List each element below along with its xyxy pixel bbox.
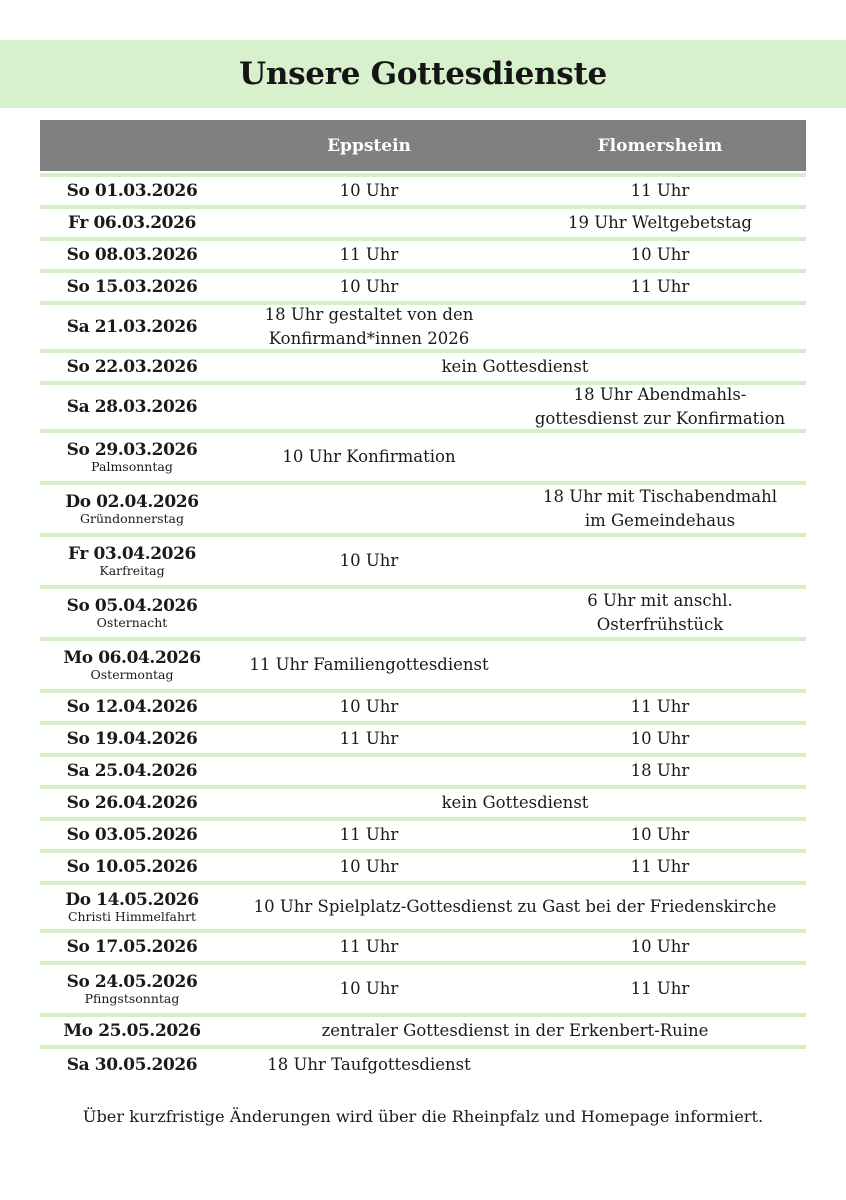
table-row bbox=[40, 433, 806, 485]
table-row bbox=[40, 885, 806, 933]
date-text: So 05.04.2026 bbox=[66, 596, 198, 616]
table-row bbox=[40, 537, 806, 589]
date-text: Sa 25.04.2026 bbox=[66, 761, 198, 781]
eppstein-cell: 11 Uhr bbox=[339, 937, 399, 956]
date-text: So 12.04.2026 bbox=[66, 697, 198, 717]
eppstein-cell: 10 Uhr bbox=[339, 551, 399, 570]
page-title: Unsere Gottesdienste bbox=[239, 56, 607, 92]
date-text: Fr 06.03.2026 bbox=[68, 213, 196, 233]
date-cell bbox=[40, 697, 224, 717]
table-row bbox=[40, 173, 806, 209]
table-row bbox=[40, 725, 806, 757]
date-note: Pfingstsonntag bbox=[84, 991, 180, 1006]
date-cell bbox=[40, 793, 224, 813]
date-cell bbox=[40, 729, 224, 749]
date-text: So 15.03.2026 bbox=[66, 277, 198, 297]
date-cell bbox=[40, 245, 224, 265]
table-row bbox=[40, 693, 806, 725]
date-text: So 10.05.2026 bbox=[66, 857, 198, 877]
table-row bbox=[40, 273, 806, 305]
table-row bbox=[40, 853, 806, 885]
date-text: Sa 30.05.2026 bbox=[66, 1055, 198, 1075]
date-cell bbox=[40, 357, 224, 377]
eppstein-cell: 10 Uhr bbox=[339, 277, 399, 296]
date-text: Fr 03.04.2026 bbox=[68, 544, 196, 564]
date-note: Palmsonntag bbox=[91, 459, 173, 474]
flomersheim-cell: 10 Uhr bbox=[630, 937, 690, 956]
date-cell bbox=[40, 544, 224, 578]
date-cell bbox=[40, 937, 224, 957]
date-text: Sa 28.03.2026 bbox=[66, 397, 198, 417]
date-note: Christi Himmelfahrt bbox=[67, 909, 197, 924]
flomersheim-cell: 19 Uhr Weltgebetstag bbox=[568, 213, 752, 232]
span-cell: 10 Uhr Spielplatz-Gottesdienst zu Gast bei der Friedenskirche bbox=[253, 897, 777, 916]
date-text: Mo 06.04.2026 bbox=[63, 648, 201, 668]
eppstein-cell: 10 Uhr bbox=[339, 697, 399, 716]
table-row bbox=[40, 385, 806, 433]
table-row bbox=[40, 933, 806, 965]
flomersheim-cell: 10 Uhr bbox=[630, 245, 690, 264]
date-cell bbox=[40, 648, 224, 682]
flomersheim-cell: 11 Uhr bbox=[630, 697, 690, 716]
flomersheim-cell: 10 Uhr bbox=[630, 729, 690, 748]
table-header bbox=[40, 120, 806, 171]
date-cell bbox=[40, 972, 224, 1006]
date-text: So 19.04.2026 bbox=[66, 729, 198, 749]
date-text: Do 02.04.2026 bbox=[65, 492, 199, 512]
eppstein-cell: 18 Uhr gestaltet von den Konfirmand*innen 2026 bbox=[264, 305, 474, 348]
eppstein-cell: 10 Uhr Konfirmation bbox=[282, 447, 456, 466]
date-text: Mo 25.05.2026 bbox=[63, 1021, 201, 1041]
flomersheim-cell: 18 Uhr Abendmahls- gottesdienst zur Konfirmation bbox=[534, 385, 786, 428]
date-cell bbox=[40, 440, 224, 474]
eppstein-cell: 10 Uhr bbox=[339, 857, 399, 876]
table-row bbox=[40, 789, 806, 821]
date-cell bbox=[40, 317, 224, 337]
table-row bbox=[40, 209, 806, 241]
date-cell bbox=[40, 181, 224, 201]
header-flomersheim: Flomersheim bbox=[597, 135, 723, 156]
table-row bbox=[40, 1017, 806, 1049]
span-cell: kein Gottesdienst bbox=[441, 357, 589, 376]
table-body bbox=[40, 173, 806, 1081]
footnote: Über kurzfristige Änderungen wird über die Rheinpfalz und Homepage informiert. bbox=[82, 1107, 764, 1126]
flomersheim-cell: 11 Uhr bbox=[630, 979, 690, 998]
date-text: So 01.03.2026 bbox=[66, 181, 198, 201]
date-cell bbox=[40, 761, 224, 781]
date-cell bbox=[40, 213, 224, 233]
flomersheim-cell: 11 Uhr bbox=[630, 181, 690, 200]
table-row bbox=[40, 305, 806, 353]
date-cell bbox=[40, 596, 224, 630]
date-text: So 24.05.2026 bbox=[66, 972, 198, 992]
date-text: Sa 21.03.2026 bbox=[66, 317, 198, 337]
date-cell bbox=[40, 397, 224, 417]
date-note: Karfreitag bbox=[99, 563, 165, 578]
date-cell bbox=[40, 857, 224, 877]
eppstein-cell: 10 Uhr bbox=[339, 979, 399, 998]
flomersheim-cell: 11 Uhr bbox=[630, 857, 690, 876]
date-note: Gründonnerstag bbox=[80, 511, 184, 526]
table-row bbox=[40, 965, 806, 1017]
eppstein-cell: 11 Uhr bbox=[339, 825, 399, 844]
date-cell bbox=[40, 890, 224, 924]
eppstein-cell: 11 Uhr bbox=[339, 729, 399, 748]
eppstein-cell: 10 Uhr bbox=[339, 181, 399, 200]
flomersheim-cell: 11 Uhr bbox=[630, 277, 690, 296]
flomersheim-cell: 18 Uhr bbox=[630, 761, 690, 780]
table-row bbox=[40, 821, 806, 853]
date-cell bbox=[40, 1055, 224, 1075]
date-text: So 17.05.2026 bbox=[66, 937, 198, 957]
title-banner bbox=[0, 40, 846, 108]
date-text: So 03.05.2026 bbox=[66, 825, 198, 845]
table-row bbox=[40, 757, 806, 789]
flomersheim-cell: 18 Uhr mit Tischabendmahl im Gemeindehaus bbox=[542, 487, 778, 530]
date-text: So 29.03.2026 bbox=[66, 440, 198, 460]
header-eppstein: Eppstein bbox=[327, 135, 411, 156]
flomersheim-cell: 10 Uhr bbox=[630, 825, 690, 844]
table-row bbox=[40, 241, 806, 273]
date-cell bbox=[40, 825, 224, 845]
date-note: Osternacht bbox=[96, 615, 168, 630]
date-text: Do 14.05.2026 bbox=[65, 890, 199, 910]
table-row bbox=[40, 1049, 806, 1081]
date-text: So 22.03.2026 bbox=[66, 357, 198, 377]
eppstein-cell: 11 Uhr bbox=[339, 245, 399, 264]
span-cell: zentraler Gottesdienst in der Erkenbert-Ruine bbox=[321, 1021, 709, 1040]
date-text: So 26.04.2026 bbox=[66, 793, 198, 813]
date-note: Ostermontag bbox=[90, 667, 174, 682]
date-cell bbox=[40, 1021, 224, 1041]
eppstein-cell: 11 Uhr Familiengottesdienst bbox=[249, 655, 489, 674]
date-text: So 08.03.2026 bbox=[66, 245, 198, 265]
date-cell bbox=[40, 492, 224, 526]
flomersheim-cell: 6 Uhr mit anschl. Osterfrühstück bbox=[587, 591, 733, 634]
table-row bbox=[40, 353, 806, 385]
table-row bbox=[40, 641, 806, 693]
table-row bbox=[40, 589, 806, 641]
table-row bbox=[40, 485, 806, 537]
date-cell bbox=[40, 277, 224, 297]
span-cell: kein Gottesdienst bbox=[441, 793, 589, 812]
eppstein-cell: 18 Uhr Taufgottesdienst bbox=[267, 1055, 471, 1074]
service-table bbox=[40, 120, 806, 1081]
